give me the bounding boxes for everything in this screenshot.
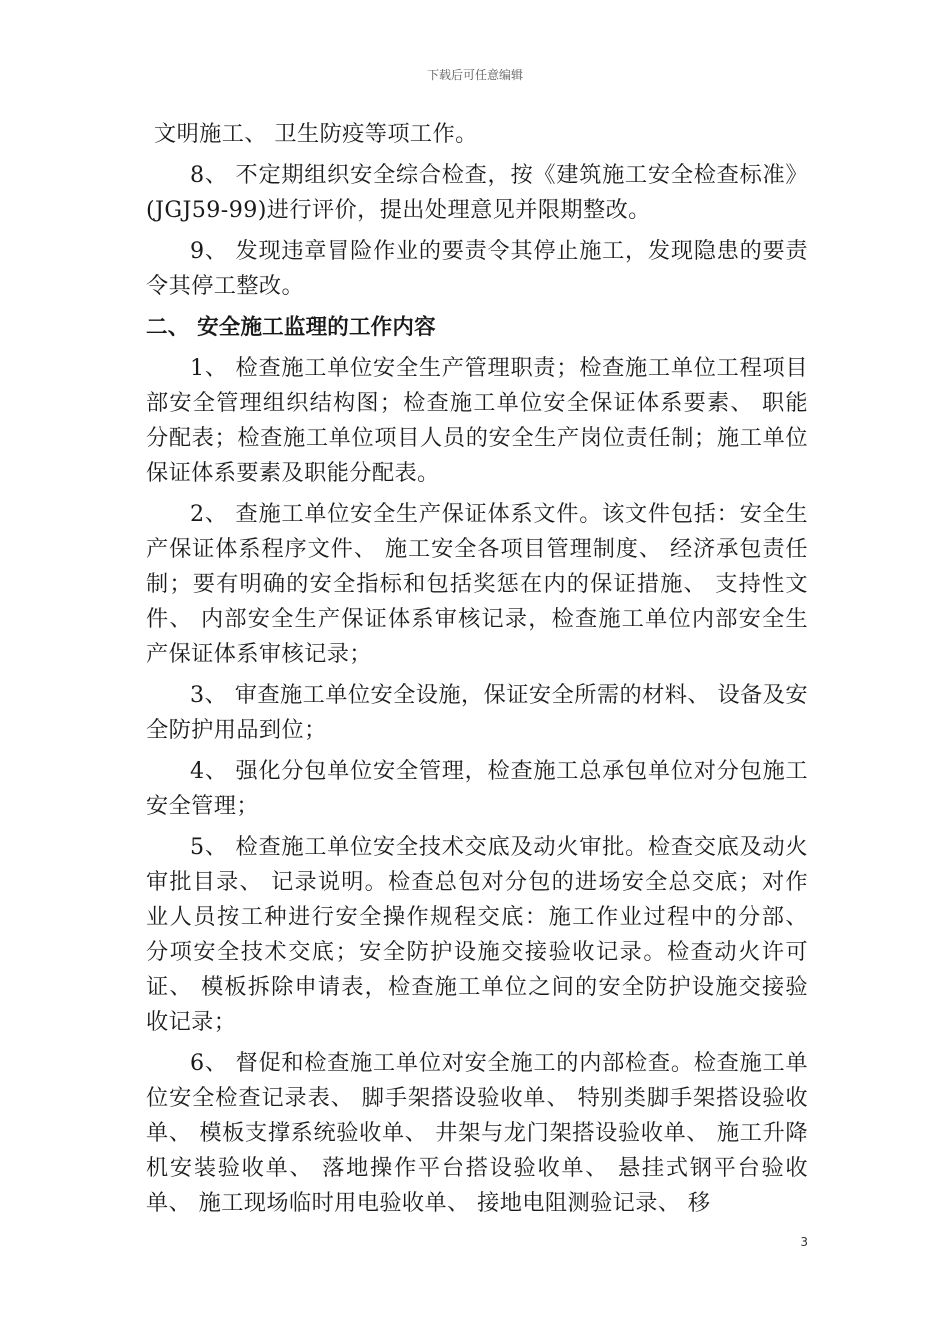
paragraph-item-5: 5、 检查施工单位安全技术交底及动火审批。检查交底及动火审批目录、 记录说明。检查总包对分包的进场安全总交底；对作业人员按工种进行安全操作规程交底：施工作业过程中的分部、 分项安全技术交底；安全防护设施交接验收记录。检查动火许可证、 模板拆除申请表，检查施工单位之间的安全防护设施交接验收记录；: [146, 834, 808, 1035]
page-number: 3: [800, 1235, 808, 1249]
paragraph-item-1: 1、 检查施工单位安全生产管理职责；检查施工单位工程项目部安全管理组织结构图；检查施工单位安全保证体系要素、 职能分配表；检查施工单位项目人员的安全生产岗位责任制；施工单位保证体系要素及职能分配表。: [146, 355, 808, 486]
page-header-note: 下载后可任意编辑: [426, 68, 523, 82]
paragraph-item-6: 6、 督促和检查施工单位对安全施工的内部检查。检查施工单位安全检查记录表、 脚手架搭设验收单、 特别类脚手架搭设验收单、 模板支撑系统验收单、 井架与龙门架搭设验收单、 施工升降机安装验收单、 落地操作平台搭设验收单、 悬挂式钢平台验收单、 施工现场临时用电验收单、 接地电阻测验记录、 移: [146, 1050, 808, 1216]
paragraph-item-8: 8、 不定期组织安全综合检查，按《建筑施工安全检查标准》(JGJ59-99)进行评价，提出处理意见并限期整改。: [146, 162, 808, 223]
document-body: [146, 117, 808, 1221]
section-heading: 二、 安全施工监理的工作内容: [146, 315, 436, 340]
paragraph-item-9: 9、 发现违章冒险作业的要责令其停止施工，发现隐患的要责令其停工整改。: [146, 238, 808, 299]
paragraph-item-4: 4、 强化分包单位安全管理，检查施工总承包单位对分包施工安全管理；: [146, 758, 808, 819]
paragraph-item-2: 2、 查施工单位安全生产保证体系文件。该文件包括：安全生产保证体系程序文件、 施工安全各项目管理制度、 经济承包责任制；要有明确的安全指标和包括奖惩在内的保证措施、 支持性文件、 内部安全生产保证体系审核记录，检查施工单位内部安全生产保证体系审核记录；: [146, 501, 808, 667]
paragraph-continuation: 文明施工、 卫生防疫等项工作。: [154, 121, 478, 147]
paragraph-item-3: 3、 审查施工单位安全设施，保证安全所需的材料、 设备及安全防护用品到位；: [146, 682, 808, 743]
